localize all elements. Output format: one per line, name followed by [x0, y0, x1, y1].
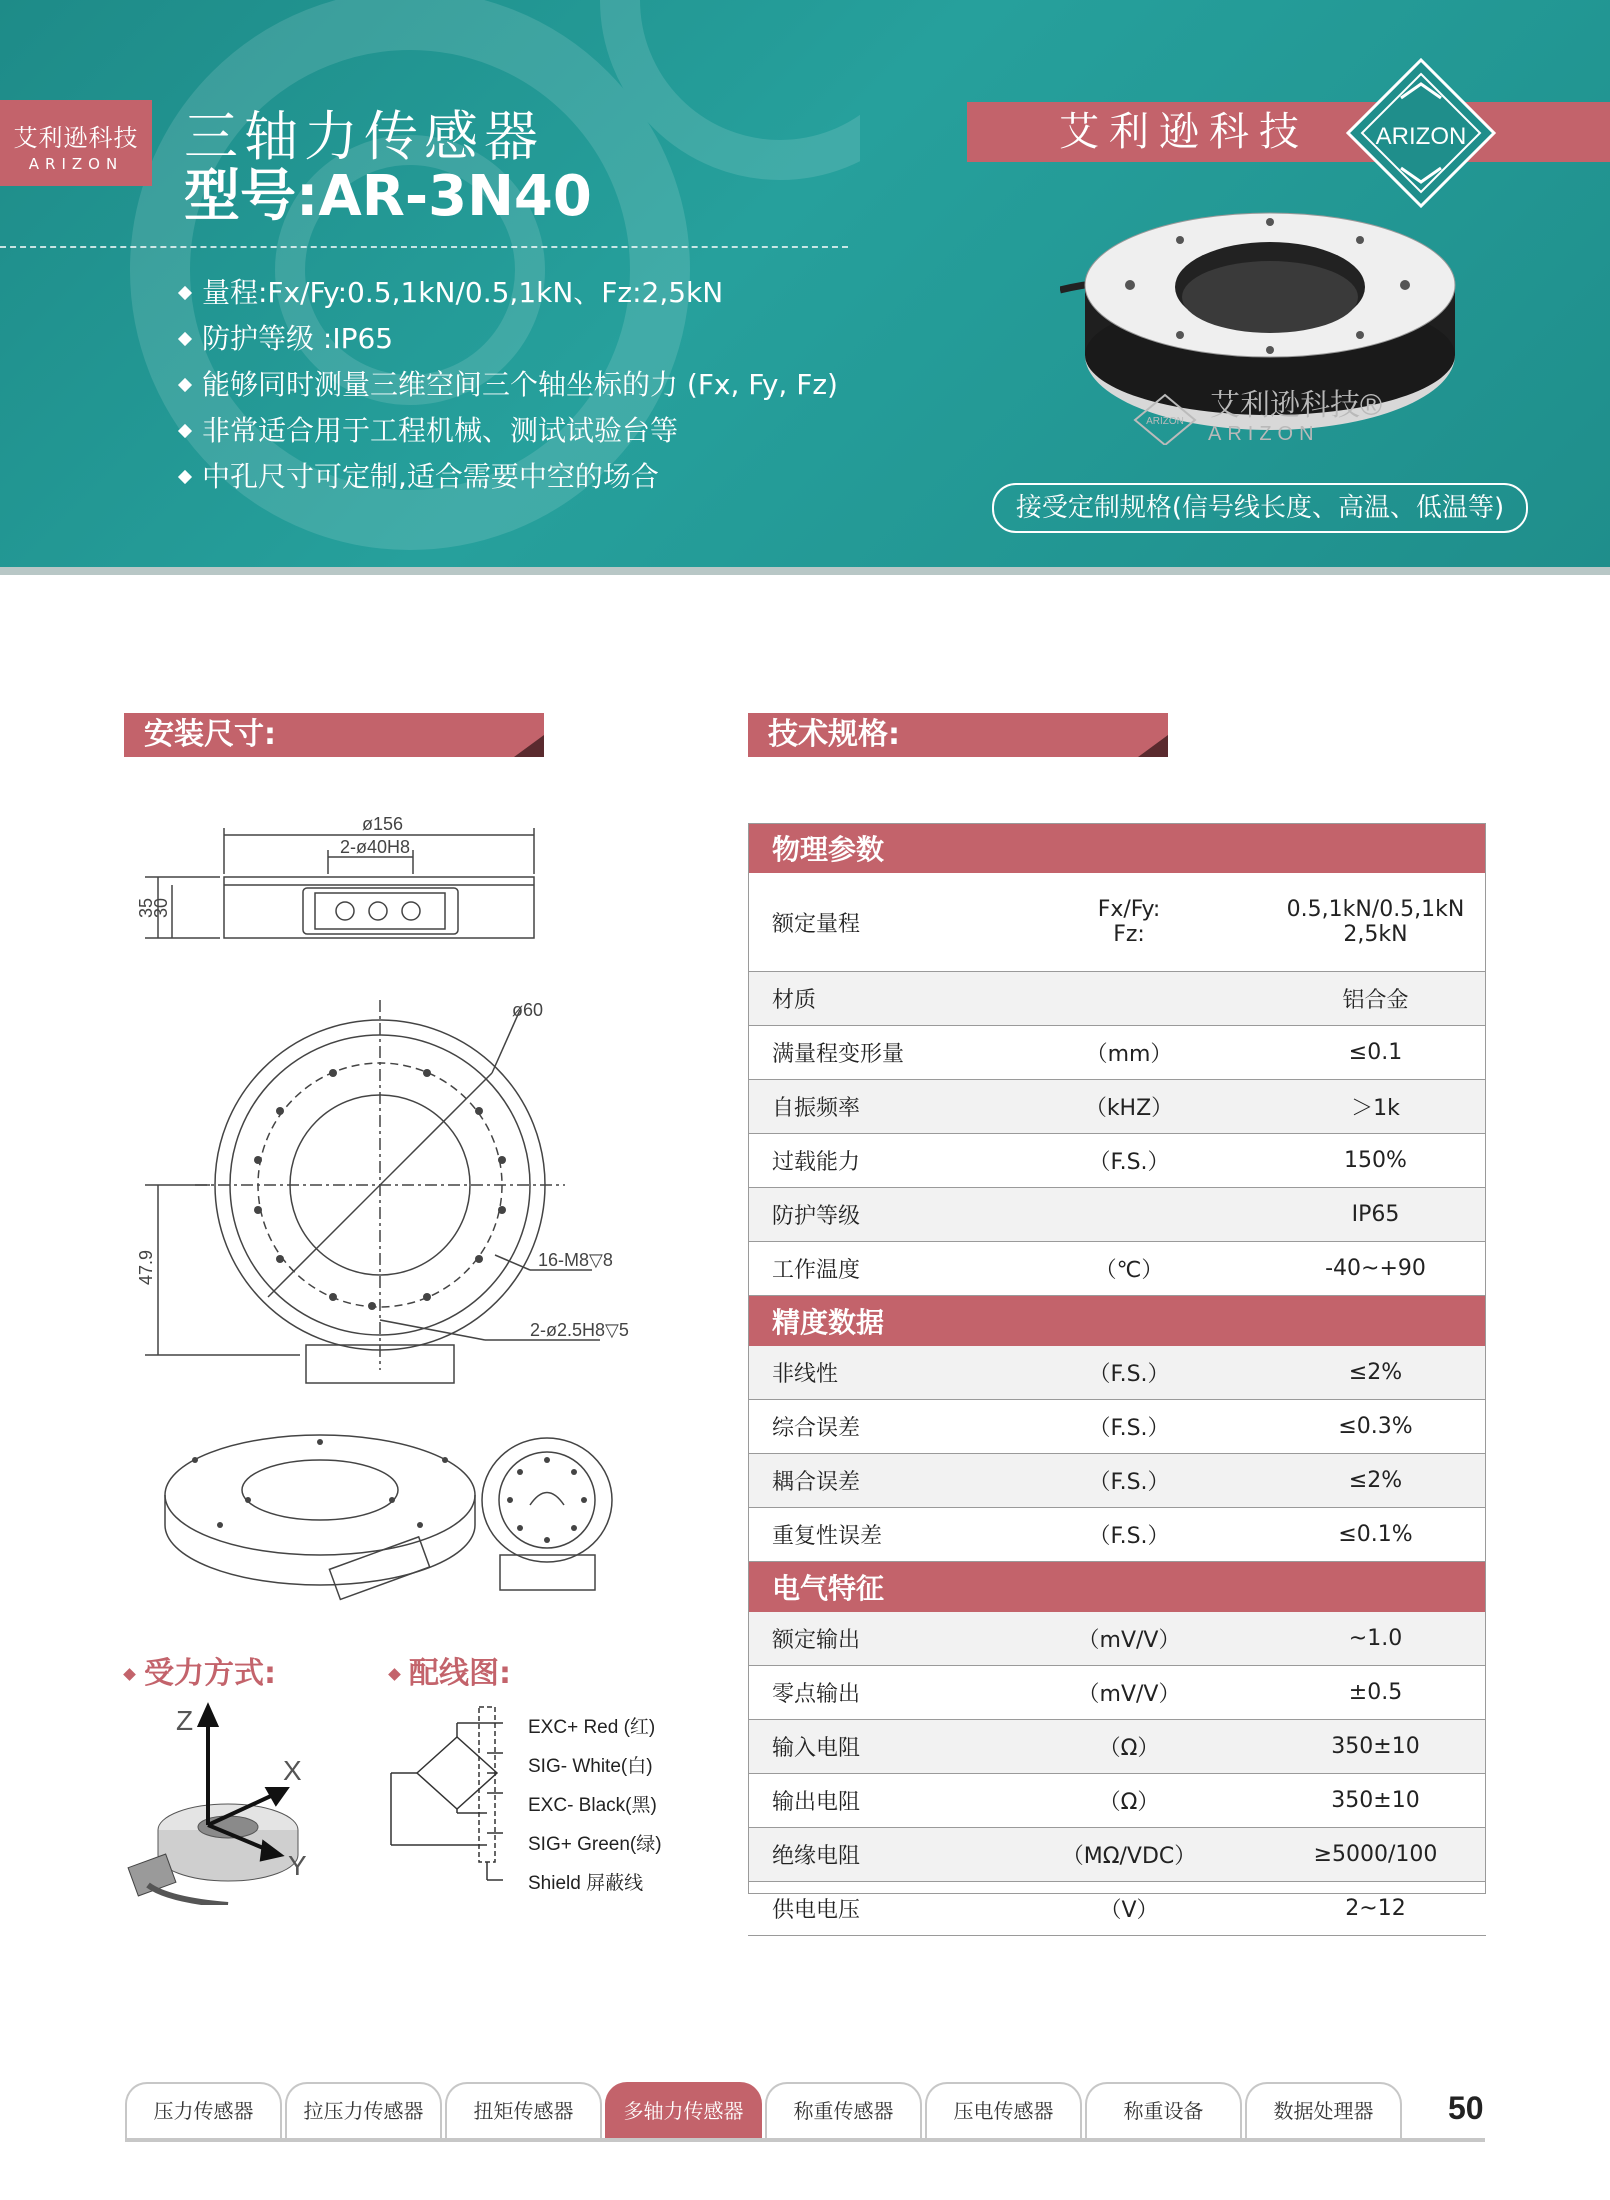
svg-text:ARIZON: ARIZON — [1375, 123, 1467, 150]
feature-item: 量程:Fx/Fy:0.5,1kN/0.5,1kN、Fz:2,5kN — [180, 270, 838, 316]
product-photo — [1060, 205, 1460, 445]
install-dimensions-heading: 安装尺寸: — [124, 713, 544, 757]
wire-label: SIG- White(白) — [528, 1756, 653, 1777]
table-row: 耦合误差 （F.S.） ≤2% — [748, 1454, 1486, 1508]
feature-list — [180, 270, 838, 500]
tab-multi-axis-sensor[interactable]: 多轴力传感器 — [605, 2082, 762, 2138]
table-row: 输入电阻 （Ω） 350±10 — [748, 1720, 1486, 1774]
table-row: 绝缘电阻 （MΩ/VDC） ≥5000/100 — [748, 1828, 1486, 1882]
header-banner — [0, 0, 1610, 575]
svg-text:艾利逊科技®: 艾利逊科技® — [1210, 389, 1383, 422]
wire-label: EXC+ Red (红) — [528, 1717, 656, 1738]
table-row: 自振频率 （kHZ） ＞1k — [748, 1080, 1486, 1134]
tab-torque-sensor[interactable]: 扭矩传感器 — [445, 2082, 602, 2138]
category-tabs — [125, 2082, 1405, 2138]
tab-pressure-sensor[interactable]: 压力传感器 — [125, 2082, 282, 2138]
table-row: 工作温度 （℃） -40~+90 — [748, 1242, 1486, 1296]
axis-x-label: X — [283, 1755, 302, 1786]
table-row: 重复性误差 （F.S.） ≤0.1% — [748, 1508, 1486, 1562]
table-group-header: 电气特征 — [748, 1562, 1486, 1613]
bullet-icon — [388, 1668, 401, 1681]
force-diagram — [118, 1695, 348, 1905]
tab-weighing-equipment[interactable]: 称重设备 — [1085, 2082, 1242, 2138]
tab-piezo-sensor[interactable]: 压电传感器 — [925, 2082, 1082, 2138]
wire-label: Shield 屏蔽线 — [528, 1873, 644, 1894]
table-row: 输出电阻 （Ω） 350±10 — [748, 1774, 1486, 1828]
customize-note: 接受定制规格(信号线长度、高温、低温等) — [992, 483, 1528, 533]
table-row: 材质 铝合金 — [748, 972, 1486, 1026]
feature-item: 能够同时测量三维空间三个轴坐标的力 (Fx, Fy, Fz) — [180, 362, 838, 408]
table-row: 额定输出 （mV/V） ~1.0 — [748, 1612, 1486, 1666]
table-row: 过载能力 （F.S.） 150% — [748, 1134, 1486, 1188]
axis-y-label: Y — [288, 1850, 307, 1881]
page-title: 三轴力传感器 — [184, 105, 544, 168]
table-group-header: 物理参数 — [748, 823, 1486, 873]
model-number: 型号:AR-3N40 — [184, 164, 592, 229]
table-row: 非线性 （F.S.） ≤2% — [748, 1346, 1486, 1400]
spec-table — [748, 823, 1486, 1936]
tab-data-processor[interactable]: 数据处理器 — [1245, 2082, 1402, 2138]
feature-item: 中孔尺寸可定制,适合需要中空的场合 — [180, 454, 838, 500]
bullet-icon — [178, 286, 192, 300]
footer-divider — [125, 2138, 1485, 2142]
install-drawing — [100, 800, 660, 1620]
wiring-heading: 配线图: — [390, 1648, 511, 1692]
tab-weighing-sensor[interactable]: 称重传感器 — [765, 2082, 922, 2138]
bullet-icon — [178, 332, 192, 346]
brand-tag-en: ARIZON — [28, 155, 124, 173]
force-heading: 受力方式: — [125, 1648, 276, 1692]
table-row: 满量程变形量 （mm） ≤0.1 — [748, 1026, 1486, 1080]
tab-tension-sensor[interactable]: 拉压力传感器 — [285, 2082, 442, 2138]
dim-d60: ø60 — [512, 1000, 544, 1020]
table-row: 零点输出 （mV/V） ±0.5 — [748, 1666, 1486, 1720]
dim-35: 35 — [136, 897, 156, 918]
brand-tag-cn: 艾利逊科技 — [13, 124, 139, 152]
dim-30: 30 — [151, 897, 171, 918]
table-row: 额定量程 Fx/Fy: Fz: 0.5,1kN/0.5,1kN 2,5kN — [748, 873, 1486, 972]
arizon-logo-icon — [1346, 58, 1496, 208]
footer-nav — [125, 2082, 1485, 2144]
table-row: 综合误差 （F.S.） ≤0.3% — [748, 1400, 1486, 1454]
dim-47: 47.9 — [136, 1249, 156, 1285]
axis-z-label: Z — [176, 1705, 194, 1736]
page-number: 50 — [1448, 2090, 1484, 2126]
bullet-icon — [123, 1668, 136, 1681]
svg-text:ARIZON: ARIZON — [1146, 416, 1184, 427]
wire-label: EXC- Black(黑) — [528, 1795, 657, 1816]
feature-item: 防护等级 :IP65 — [180, 316, 838, 362]
bullet-icon — [178, 378, 192, 392]
table-group-header: 精度数据 — [748, 1296, 1486, 1347]
dashed-divider — [0, 246, 848, 248]
brand-tag — [0, 100, 152, 186]
feature-item: 非常适合用于工程机械、测试试验台等 — [180, 408, 838, 454]
wire-label: SIG+ Green(绿) — [528, 1834, 662, 1855]
tech-spec-heading: 技术规格: — [748, 713, 1168, 757]
svg-text:ARIZON: ARIZON — [1208, 423, 1320, 445]
table-row: 防护等级 IP65 — [748, 1188, 1486, 1242]
bullet-icon — [178, 424, 192, 438]
dim-d40: 2-ø40H8 — [340, 837, 411, 857]
dim-d156: ø156 — [362, 814, 404, 834]
dim-m8: 16-M8▽8 — [538, 1250, 613, 1270]
company-banner — [967, 102, 1610, 162]
company-name: 艾利逊科技 — [1059, 109, 1309, 155]
bullet-icon — [178, 470, 192, 484]
table-row: 供电电压 （V） 2~12 — [748, 1882, 1486, 1936]
dim-pin: 2-ø2.5H8▽5 — [530, 1320, 629, 1340]
